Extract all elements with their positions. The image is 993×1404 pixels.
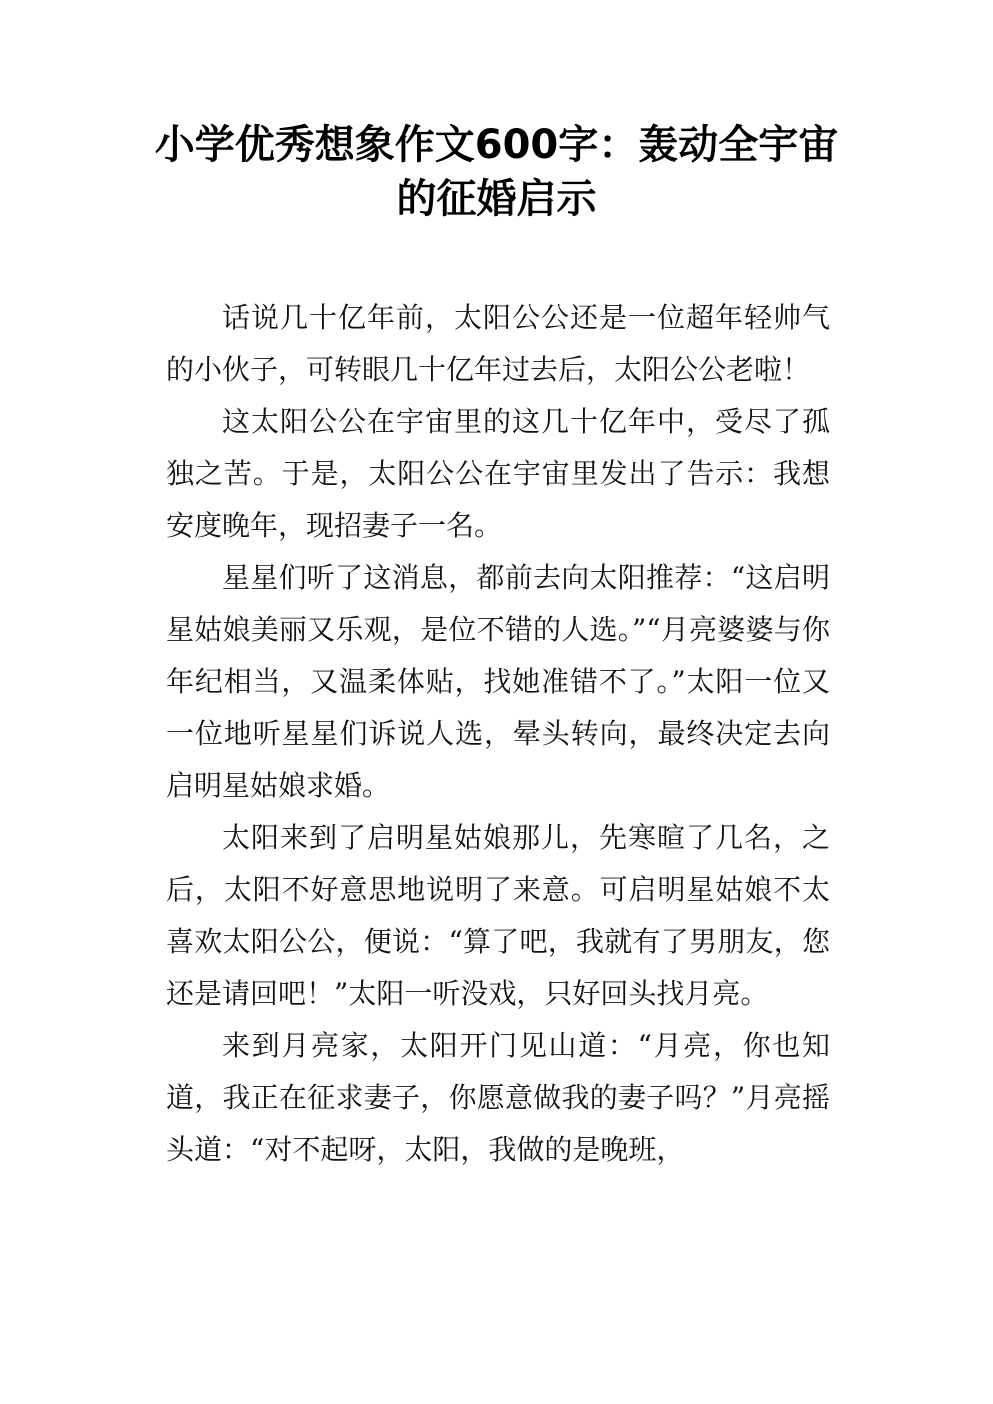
- paragraph-4: 太阳来到了启明星姑娘那儿，先寒暄了几名，之后，太阳不好意思地说明了来意。可启明星姑娘不太喜欢太阳公公，便说：“算了吧，我就有了男朋友，您还是请回吧！”太阳一听没戏，只好回头找月亮。: [166, 821, 830, 1010]
- paragraph-2: 这太阳公公在宇宙里的这几十亿年中，受尽了孤独之苦。于是，太阳公公在宇宙里发出了告示：我想安度晚年，现招妻子一名。: [166, 405, 830, 542]
- paragraph-1: 话说几十亿年前，太阳公公还是一位超年轻帅气的小伙子，可转眼几十亿年过去后，太阳公公老啦！: [166, 301, 830, 386]
- paragraph-3: 星星们听了这消息，都前去向太阳推荐：“这启明星姑娘美丽又乐观，是位不错的人选。”“月亮婆婆与你年纪相当，又温柔体贴，找她准错不了。”太阳一位又一位地听星星们诉说人选，晕头转向，最终决定去向启明星姑娘求婚。: [166, 561, 830, 802]
- paragraph-5: 来到月亮家，太阳开门见山道：“月亮，你也知道，我正在征求妻子，你愿意做我的妻子吗？”月亮摇头道：“对不起呀，太阳，我做的是晚班，: [166, 1029, 830, 1166]
- document-title: 小学优秀想象作文600字：轰动全宇宙的征婚启示: [154, 122, 839, 222]
- document-body: [166, 292, 830, 1176]
